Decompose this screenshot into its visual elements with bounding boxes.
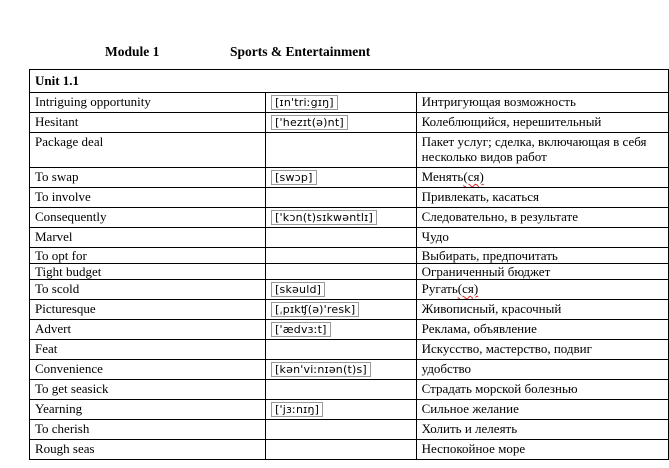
unit-header-row xyxy=(30,70,669,93)
table-row xyxy=(30,228,669,248)
transcription-cell xyxy=(266,300,417,320)
russian-translation: Живописный, красочный xyxy=(416,300,668,320)
russian-translation xyxy=(416,280,668,300)
russian-translation: Реклама, объявление xyxy=(416,320,668,340)
english-term: Rough seas xyxy=(30,440,266,460)
transcription-cell xyxy=(266,228,417,248)
table-row xyxy=(30,420,669,440)
english-term: To get seasick xyxy=(30,380,266,400)
english-term: Consequently xyxy=(30,208,266,228)
english-term: Convenience xyxy=(30,360,266,380)
table-row xyxy=(30,208,669,228)
transcription: ['ædvɜːt] xyxy=(271,322,331,337)
table-row xyxy=(30,360,669,380)
transcription-cell xyxy=(266,208,417,228)
russian-translation: Ограниченный бюджет xyxy=(416,264,668,280)
transcription-cell xyxy=(266,380,417,400)
russian-translation: Искусство, мастерство, подвиг xyxy=(416,340,668,360)
transcription-cell xyxy=(266,93,417,113)
english-term: Picturesque xyxy=(30,300,266,320)
translation-text: Менять xyxy=(421,169,464,184)
russian-translation: Пакет услуг; сделка, включающая в себя несколько видов работ xyxy=(416,133,668,168)
table-row xyxy=(30,300,669,320)
russian-translation xyxy=(416,168,668,188)
table-row xyxy=(30,264,669,280)
spellcheck-flagged-text: (ся) xyxy=(457,281,479,296)
english-term: Tight budget xyxy=(30,264,266,280)
transcription-cell xyxy=(266,133,417,168)
russian-translation: удобство xyxy=(416,360,668,380)
module-title: Module 1 xyxy=(105,44,160,59)
english-term: Package deal xyxy=(30,133,266,168)
transcription: [swɔp] xyxy=(271,170,317,185)
transcription-cell xyxy=(266,400,417,420)
table-row xyxy=(30,280,669,300)
translation-text: Ругать xyxy=(421,281,458,296)
transcription-cell xyxy=(266,188,417,208)
english-term: Marvel xyxy=(30,228,266,248)
table-row xyxy=(30,93,669,113)
transcription-cell xyxy=(266,320,417,340)
transcription-cell xyxy=(266,264,417,280)
transcription: ['kɔn(t)sɪkwəntlɪ] xyxy=(271,210,377,225)
english-term: Intriguing opportunity xyxy=(30,93,266,113)
english-term: Advert xyxy=(30,320,266,340)
table-row xyxy=(30,320,669,340)
transcription: [ɪn'triːgɪŋ] xyxy=(271,95,338,110)
russian-translation: Колеблющийся, нерешительный xyxy=(416,113,668,133)
vocabulary-table xyxy=(29,69,669,460)
transcription-cell xyxy=(266,440,417,460)
transcription-cell xyxy=(266,340,417,360)
table-row xyxy=(30,380,669,400)
spellcheck-flagged-text: (ся) xyxy=(463,169,484,184)
english-term: Yearning xyxy=(30,400,266,420)
russian-translation: Холить и лелеять xyxy=(416,420,668,440)
transcription: ['hezɪt(ə)nt] xyxy=(271,115,348,130)
english-term: To involve xyxy=(30,188,266,208)
page-header xyxy=(0,44,669,64)
table-row xyxy=(30,400,669,420)
table-row xyxy=(30,440,669,460)
english-term: To swap xyxy=(30,168,266,188)
transcription-cell xyxy=(266,280,417,300)
russian-translation: Следовательно, в результате xyxy=(416,208,668,228)
english-term: To scold xyxy=(30,280,266,300)
transcription: [skəuld] xyxy=(271,282,325,297)
english-term: To opt for xyxy=(30,248,266,264)
transcription: [ˌpɪkʧ(ə)'resk] xyxy=(271,302,359,317)
transcription-cell xyxy=(266,360,417,380)
english-term: Feat xyxy=(30,340,266,360)
table-row xyxy=(30,113,669,133)
transcription: [kən'viːnɪən(t)s] xyxy=(271,362,371,377)
russian-translation: Неспокойное море xyxy=(416,440,668,460)
russian-translation: Сильное желание xyxy=(416,400,668,420)
table-row xyxy=(30,133,669,168)
transcription-cell xyxy=(266,168,417,188)
table-row xyxy=(30,188,669,208)
english-term: Hesitant xyxy=(30,113,266,133)
transcription: ['jɜːnɪŋ] xyxy=(271,402,323,417)
module-theme: Sports & Entertainment xyxy=(230,44,371,59)
english-term: To cherish xyxy=(30,420,266,440)
russian-translation: Страдать морской болезнью xyxy=(416,380,668,400)
transcription-cell xyxy=(266,248,417,264)
russian-translation: Выбирать, предпочитать xyxy=(416,248,668,264)
unit-title: Unit 1.1 xyxy=(30,70,669,93)
russian-translation: Привлекать, касаться xyxy=(416,188,668,208)
table-row xyxy=(30,340,669,360)
russian-translation: Чудо xyxy=(416,228,668,248)
transcription-cell xyxy=(266,113,417,133)
russian-translation: Интригующая возможность xyxy=(416,93,668,113)
table-row xyxy=(30,168,669,188)
table-row xyxy=(30,248,669,264)
transcription-cell xyxy=(266,420,417,440)
